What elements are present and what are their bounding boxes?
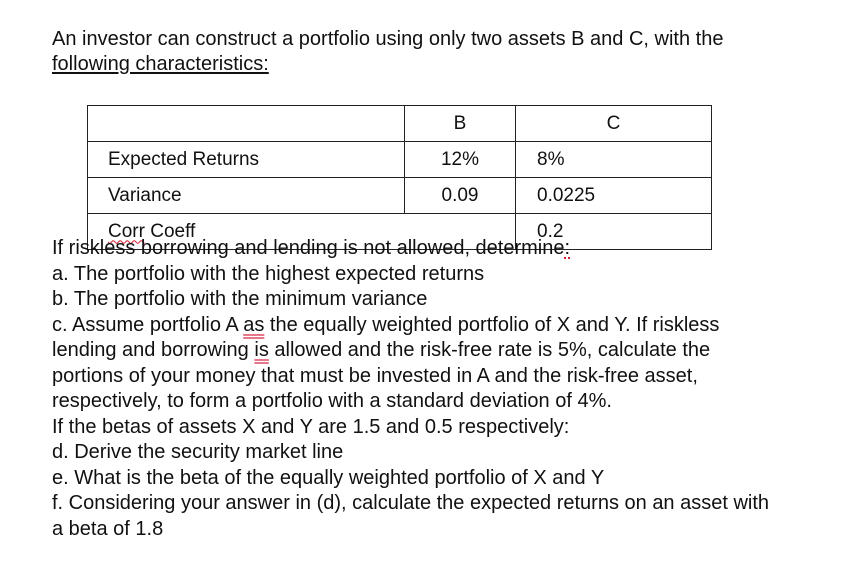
table-header-row — [88, 106, 712, 142]
question-c-line-4: respectively, to form a portfolio with a standard deviation of 4%. — [52, 390, 612, 412]
cell-c-expected-returns: 8% — [516, 142, 712, 178]
asset-characteristics-table — [87, 105, 712, 250]
question-a: a. The portfolio with the highest expected returns — [52, 262, 485, 285]
intro-line-2-text: following characteristics: — [52, 53, 269, 75]
header-asset-b: B — [405, 106, 516, 142]
grammar-mark-as: as — [243, 313, 265, 336]
question-intro-colon: : — [564, 237, 571, 259]
question-c-line-1-post: the equally weighted portfolio of X and Y. If riskless — [264, 313, 720, 336]
corr-word-spellcheck: Corr — [108, 220, 145, 242]
cell-b-expected-returns: 12% — [405, 142, 516, 178]
questions-block — [52, 236, 852, 542]
question-f-line-1: f. Considering your answer in (d), calculate the expected returns on an asset with — [52, 492, 770, 514]
question-intro — [52, 236, 852, 262]
question-f-line-2: a beta of 1.8 — [52, 517, 164, 540]
question-c-line-2-pre: lending and borrowing — [52, 339, 255, 361]
grammar-mark-is: is — [254, 339, 269, 361]
cell-c-corr-coeff: 0.2 — [516, 214, 712, 250]
header-empty-cell — [88, 106, 405, 142]
question-d: d. Derive the security market line — [52, 441, 344, 463]
question-c-line-1 — [52, 313, 852, 339]
table-row — [88, 142, 712, 178]
coeff-word: Coeff — [144, 220, 196, 242]
cell-c-variance: 0.0225 — [516, 178, 712, 214]
question-c-line-2 — [52, 338, 852, 364]
question-c-line-1-pre: c. Assume portfolio A — [52, 313, 244, 336]
problem-document — [52, 27, 852, 242]
betas-statement: If the betas of assets X and Y are 1.5 and 0.5 respectively: — [52, 415, 570, 438]
row-label-expected-returns: Expected Returns — [88, 142, 405, 178]
intro-line-1: An investor can construct a portfolio using only two assets B and C, with the — [52, 28, 724, 50]
question-intro-text: If riskless borrowing and lending is not allowed, determine — [52, 237, 565, 259]
header-asset-c: C — [516, 106, 712, 142]
question-b: b. The portfolio with the minimum variance — [52, 288, 428, 310]
question-e: e. What is the beta of the equally weighted portfolio of X and Y — [52, 466, 605, 489]
question-c-line-2-post: allowed and the risk-free rate is 5%, calculate the — [268, 339, 711, 361]
cell-b-variance: 0.09 — [405, 178, 516, 214]
table-row — [88, 178, 712, 214]
row-label-variance: Variance — [88, 178, 405, 214]
intro-line-2 — [52, 52, 852, 77]
question-c-line-3: portions of your money that must be invested in A and the risk-free asset, — [52, 364, 698, 387]
